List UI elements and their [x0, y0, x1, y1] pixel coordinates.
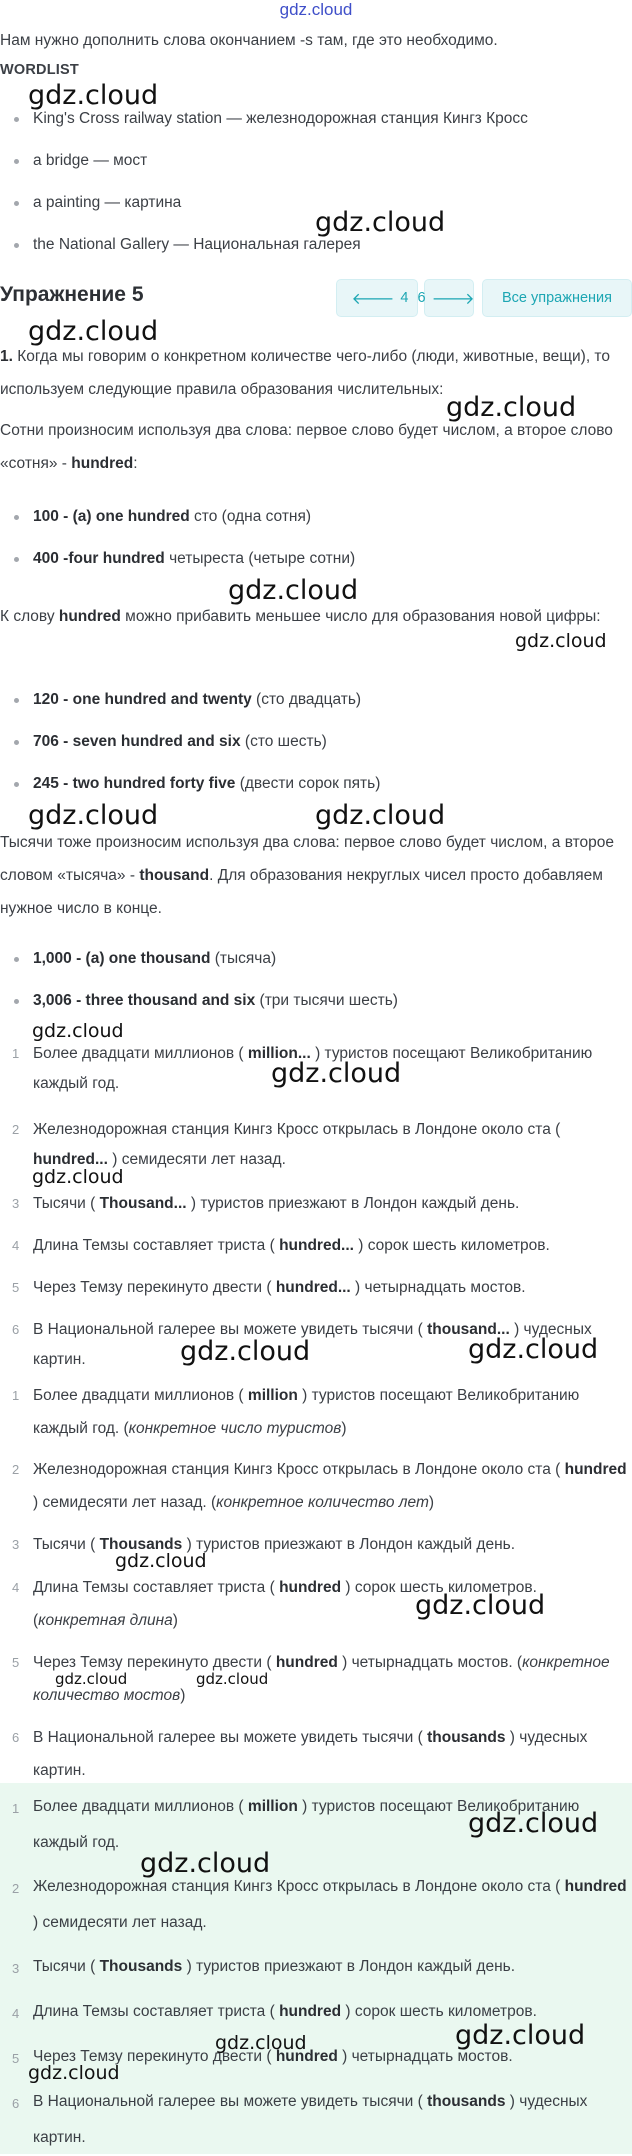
keyword: hundred	[58, 608, 121, 625]
hundreds-list	[0, 502, 632, 586]
answer-note: конкретное количество лет	[216, 1494, 429, 1511]
sentence-part: ) чудесных картин.	[33, 2093, 588, 2146]
paragraph-number: 1.	[0, 348, 13, 365]
answer-word: Thousands	[99, 1958, 183, 1975]
sentence-part: В Национальной галерее вы можете увидеть тысячи (	[33, 2093, 428, 2110]
final-answer-item	[0, 2039, 632, 2075]
item-number: 3	[12, 1961, 20, 1976]
gap-word: Thousand...	[99, 1195, 187, 1212]
explanation-paragraph-1	[0, 340, 632, 406]
task-item	[0, 1315, 632, 1375]
intro-text: Нам нужно дополнить слова окончанием -s там, где это необходимо.	[0, 32, 498, 49]
example-number: 400 -four hundred	[33, 550, 165, 567]
example-number: 706 - seven hundred and six	[33, 733, 241, 750]
list-item	[0, 544, 632, 586]
item-number: 6	[12, 1730, 20, 1745]
gap-word: hundred...	[279, 1237, 354, 1254]
item-number: 6	[12, 1322, 20, 1337]
explanation-paragraph-4	[0, 826, 632, 925]
thousands-list	[0, 944, 632, 1028]
paragraph-text: Тысячи тоже произносим используя два слова: первое слово будет числом, а второе словом «тысяча» -	[0, 834, 615, 884]
paragraph-text: Когда мы говорим о конкретном количестве чего-либо (люди, животные, вещи), то используем следующие правила образования числительных:	[0, 348, 610, 398]
answer-note: конкретное количество мостов	[33, 1654, 610, 1704]
answer-item	[0, 1528, 632, 1561]
sentence-part: ) семидесяти лет назад. (	[33, 1494, 217, 1511]
example-translation: четыреста (четыре сотни)	[164, 550, 356, 567]
sentence-part: Железнодорожная станция Кингз Кросс открылась в Лондоне около ста (	[33, 1461, 565, 1478]
sentence-part: )	[428, 1494, 435, 1511]
keyword: thousand	[139, 867, 210, 884]
sentence-part: ) туристов приезжают в Лондон каждый день.	[182, 1958, 516, 1975]
item-number: 5	[12, 1655, 20, 1670]
list-item	[0, 727, 632, 769]
item-number: 2	[12, 1122, 20, 1137]
list-item	[0, 769, 632, 811]
answer-note: конкретная длина	[38, 1612, 173, 1629]
wordlist-heading: WORDLIST	[0, 62, 79, 78]
watermark: gdz.cloud	[115, 1550, 207, 1572]
sentence-part: Тысячи (	[33, 1195, 100, 1212]
watermark: gdz.cloud	[315, 207, 446, 238]
watermark: gdz.cloud	[140, 1848, 271, 1879]
sentence-part: ) чудесных картин.	[33, 1321, 592, 1368]
task-item	[0, 1115, 632, 1175]
prev-exercise-button[interactable]	[336, 279, 418, 317]
answer-item	[0, 1646, 632, 1712]
item-number: 3	[12, 1537, 20, 1552]
item-number: 3	[12, 1196, 20, 1211]
example-translation: (сто двадцать)	[251, 691, 362, 708]
sentence-part: ) четырнадцать мостов.	[337, 2048, 513, 2065]
list-item	[0, 944, 632, 986]
keyword: hundred	[71, 455, 134, 472]
paragraph-text: :	[133, 455, 138, 472]
arrow-right-icon: 🡒	[431, 290, 475, 308]
watermark: gdz.cloud	[55, 1670, 128, 1688]
compound-list	[0, 685, 632, 811]
list-item	[0, 685, 632, 727]
top-watermark: gdz.cloud	[279, 0, 353, 19]
sentence-part: Более двадцати миллионов (	[33, 1387, 248, 1404]
sentence-part: Более двадцати миллионов (	[33, 1045, 248, 1062]
watermark: gdz.cloud	[415, 1590, 546, 1621]
gap-word: hundred...	[275, 1279, 351, 1296]
final-answer-item	[0, 1789, 632, 1861]
wordlist-item: a painting — картина	[0, 188, 632, 230]
answer-item	[0, 1379, 632, 1445]
sentence-part: ) туристов посещают Великобританию каждый год. (	[33, 1387, 580, 1437]
item-number: 6	[12, 2096, 20, 2111]
example-number: 100 - (a) one hundred	[33, 508, 190, 525]
sentence-part: ) чудесных картин.	[33, 1729, 588, 1779]
sentence-part: ) туристов приезжают в Лондон каждый день.	[186, 1195, 520, 1212]
all-exercises-button[interactable]	[482, 279, 632, 317]
watermark: gdz.cloud	[228, 575, 359, 606]
paragraph-text: К слову	[0, 608, 59, 625]
wordlist-item: the National Gallery — Национальная галерея	[0, 230, 632, 272]
gap-word: thousand...	[427, 1321, 510, 1338]
sentence-part: ) четырнадцать мостов. (	[337, 1654, 523, 1671]
item-number: 4	[12, 1238, 20, 1253]
answer-item	[0, 1571, 632, 1637]
watermark: gdz.cloud	[196, 1670, 269, 1688]
answer-word: hundred	[564, 1461, 627, 1478]
explanation-paragraph-3	[0, 600, 632, 633]
sentence-part: Железнодорожная станция Кингз Кросс открылась в Лондоне около ста (	[33, 1878, 565, 1895]
sentence-part: ) сорок шесть километров.	[341, 2003, 537, 2020]
sentence-part: Тысячи (	[33, 1958, 100, 1975]
watermark: gdz.cloud	[468, 1334, 599, 1365]
watermark: gdz.cloud	[455, 2020, 586, 2051]
sentence-part: Тысячи (	[33, 1536, 100, 1553]
sentence-part: )	[172, 1612, 178, 1629]
gap-word: hundred...	[33, 1151, 108, 1168]
sentence-part: )	[180, 1687, 186, 1704]
sentence-part: Длина Темзы составляет триста (	[33, 2003, 280, 2020]
sentence-part: ) семидесяти лет назад.	[107, 1151, 286, 1168]
all-exercises-label: Все упражнения	[502, 290, 612, 306]
task-item	[0, 1039, 632, 1099]
watermark: gdz.cloud	[32, 1166, 124, 1188]
wordlist	[0, 104, 632, 272]
item-number: 4	[12, 2006, 20, 2021]
sentence-part: Через Темзу перекинуто двести (	[33, 1279, 276, 1296]
task-item	[0, 1231, 632, 1261]
watermark: gdz.cloud	[468, 1808, 599, 1839]
example-number: 1,000 - (a) one thousand	[33, 950, 211, 967]
example-number: 120 - one hundred and twenty	[33, 691, 252, 708]
sentence-part: ) туристов посещают Великобританию каждый год.	[33, 1798, 580, 1851]
example-number: 245 - two hundred forty five	[33, 775, 236, 792]
watermark: gdz.cloud	[28, 800, 159, 831]
sentence-part: В Национальной галерее вы можете увидеть тысячи (	[33, 1729, 428, 1746]
wordlist-item: King's Cross railway station — железнодорожная станция Кингз Кросс	[0, 104, 632, 146]
final-answer-item	[0, 2084, 632, 2156]
answer-word: million	[247, 1798, 298, 1815]
answer-word: hundred	[279, 2003, 342, 2020]
paragraph-text: Сотни произносим используя два слова: первое слово будет числом, а второе слово «сотня» -	[0, 422, 613, 472]
sentence-part: ) семидесяти лет назад.	[33, 1914, 207, 1931]
watermark: gdz.cloud	[315, 800, 446, 831]
sentence-part: Длина Темзы составляет триста (	[33, 1237, 280, 1254]
answer-item	[0, 1721, 632, 1787]
example-translation: (три тысячи шесть)	[255, 992, 398, 1009]
sentence-part: ) сорок шесть километров. (	[33, 1579, 537, 1629]
wordlist-item: a bridge — мост	[0, 146, 632, 188]
answer-word: hundred	[564, 1878, 627, 1895]
paragraph-text: можно прибавить меньшее число для образования новой цифры:	[120, 608, 601, 625]
example-translation: сто (одна сотня)	[189, 508, 312, 525]
sentence-part: Через Темзу перекинуто двести (	[33, 1654, 276, 1671]
answer-note: конкретное число туристов	[128, 1420, 342, 1437]
watermark: gdz.cloud	[28, 80, 159, 111]
sentence-part: ) сорок шесть километров.	[353, 1237, 550, 1254]
sentence-part: Железнодорожная станция Кингз Кросс открылась в Лондоне около ста (	[33, 1121, 561, 1138]
answer-item	[0, 1453, 632, 1519]
watermark: gdz.cloud	[215, 2032, 307, 2054]
answer-word: hundred	[279, 1579, 342, 1596]
answer-word: million	[247, 1387, 298, 1404]
item-number: 1	[12, 1046, 20, 1061]
sentence-part: ) туристов приезжают в Лондон каждый день.	[182, 1536, 516, 1553]
watermark: gdz.cloud	[271, 1058, 402, 1089]
list-item	[0, 502, 632, 544]
watermark: gdz.cloud	[515, 630, 607, 652]
watermark: gdz.cloud	[446, 392, 577, 423]
final-answer-item	[0, 1869, 632, 1941]
item-number: 4	[12, 1580, 20, 1595]
answer-word: hundred	[275, 2048, 338, 2065]
sentence-part: ) четырнадцать мостов.	[350, 1279, 526, 1296]
item-number: 2	[12, 1462, 20, 1477]
next-exercise-button[interactable]	[417, 279, 475, 317]
item-number: 2	[12, 1881, 20, 1896]
final-answer-item	[0, 1949, 632, 1985]
answer-word: thousands	[427, 2093, 506, 2110]
arrow-left-icon: 🡐	[351, 290, 395, 308]
sentence-part: ) туристов посещают Великобританию каждый год.	[33, 1045, 593, 1092]
watermark: gdz.cloud	[180, 1336, 311, 1367]
example-translation: (тысяча)	[210, 950, 277, 967]
prev-exercise-label: 4	[400, 290, 409, 306]
final-answer-item	[0, 1994, 632, 2030]
example-translation: (сто шесть)	[240, 733, 327, 750]
watermark: gdz.cloud	[28, 316, 159, 347]
next-exercise-label: 6	[417, 290, 426, 306]
watermark: gdz.cloud	[32, 1020, 124, 1042]
sentence-part: )	[341, 1420, 347, 1437]
item-number: 1	[12, 1801, 20, 1816]
item-number: 5	[12, 2051, 20, 2066]
answer-word: thousands	[427, 1729, 506, 1746]
example-translation: (двести сорок пять)	[235, 775, 381, 792]
exercise-title: Упражнение 5	[0, 283, 144, 306]
answer-word: Thousands	[99, 1536, 183, 1553]
watermark: gdz.cloud	[28, 2062, 120, 2084]
sentence-part: Через Темзу перекинуто двести (	[33, 2048, 276, 2065]
answer-word: hundred	[275, 1654, 338, 1671]
task-item	[0, 1189, 632, 1219]
task-item	[0, 1273, 632, 1303]
sentence-part: В Национальной галерее вы можете увидеть тысячи (	[33, 1321, 428, 1338]
example-number: 3,006 - three thousand and six	[33, 992, 256, 1009]
explanation-paragraph-2	[0, 414, 632, 480]
item-number: 5	[12, 1280, 20, 1295]
paragraph-text: . Для образования некруглых чисел просто добавляем нужное число в конце.	[0, 867, 603, 917]
sentence-part: Более двадцати миллионов (	[33, 1798, 248, 1815]
sentence-part: Длина Темзы составляет триста (	[33, 1579, 280, 1596]
item-number: 1	[12, 1388, 20, 1403]
list-item	[0, 986, 632, 1028]
gap-word: million...	[247, 1045, 311, 1062]
